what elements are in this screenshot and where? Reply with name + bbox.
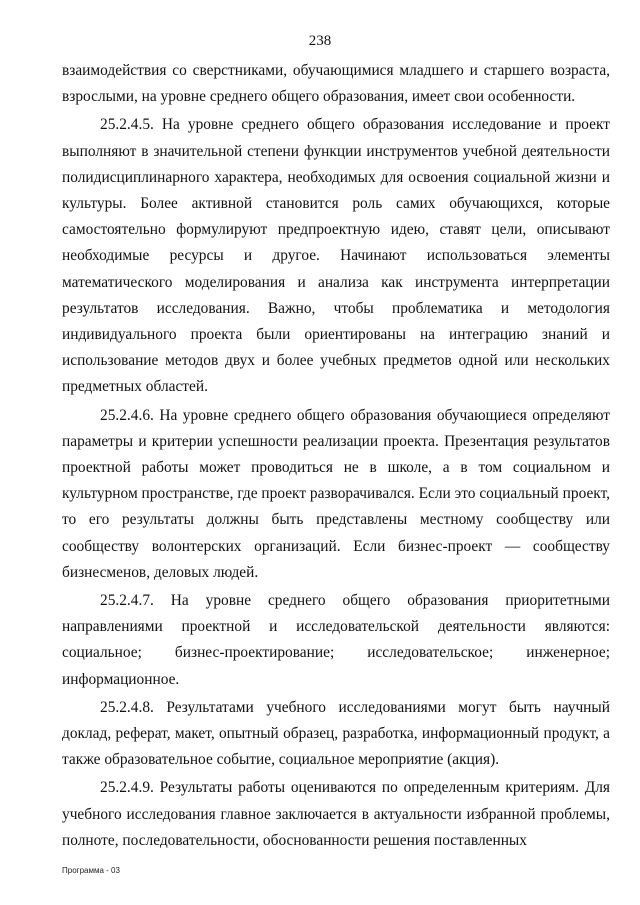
paragraph-25-2-4-7: 25.2.4.7. На уровне среднего общего образования приоритетными направлениями проектной и исследовательской деятельности являются: социальное; бизнес-проектирование; исследовательское; инженерное; информационное. xyxy=(62,592,610,688)
paragraph-25-2-4-5: 25.2.4.5. На уровне среднего общего образования исследование и проект выполняют в значительной степени функции инструментов учебной деятельности полидисциплинарного характера, необходимых для освоения социальной жизни и культуры. Более активной становится роль самих обучающихся, которые самостоятельно формулируют предпроектную идею, ставят цели, описывают необходимые ресурсы и другое. Начинают использоваться элементы математического моделирования и анализа как инструмента интерпретации результатов исследования. Важно, чтобы проблематика и методология индивидуального проекта были ориентированы на интеграцию знаний и использование методов двух и более учебных предметов одной или нескольких предметных областей. xyxy=(62,116,610,396)
paragraph-continuation: взаимодействия со сверстниками, обучающимися младшего и старшего возраста, взрослыми, на уровне среднего общего образования, имеет свои особенности. xyxy=(62,62,610,106)
paragraph-25-2-4-9: 25.2.4.9. Результаты работы оцениваются по определенным критериям. Для учебного исследования главное заключается в актуальности избранной проблемы, полноте, последовательности, обоснованности решения поставленных xyxy=(62,779,610,849)
page-number: 238 xyxy=(308,33,332,49)
page-footer: Программа - 03 xyxy=(62,866,120,875)
paragraph-25-2-4-8: 25.2.4.8. Результатами учебного исследованиями могут быть научный доклад, реферат, макет, опытный образец, разработка, информационный продукт, а также образовательное событие, социальное мероприятие (акция). xyxy=(62,698,610,769)
document-body xyxy=(62,58,610,856)
paragraph-25-2-4-6: 25.2.4.6. На уровне среднего общего образования обучающиеся определяют параметры и критерии успешности реализации проекта. Презентация результатов проектной работы может проводиться не в школе, а в том социальном и культурном пространстве, где проект разворачивался. Если это социальный проект, то его результаты должны быть представлены местному сообществу или сообществу волонтерских организаций. Если бизнес-проект — сообществу бизнесменов, деловых людей. xyxy=(62,406,610,581)
